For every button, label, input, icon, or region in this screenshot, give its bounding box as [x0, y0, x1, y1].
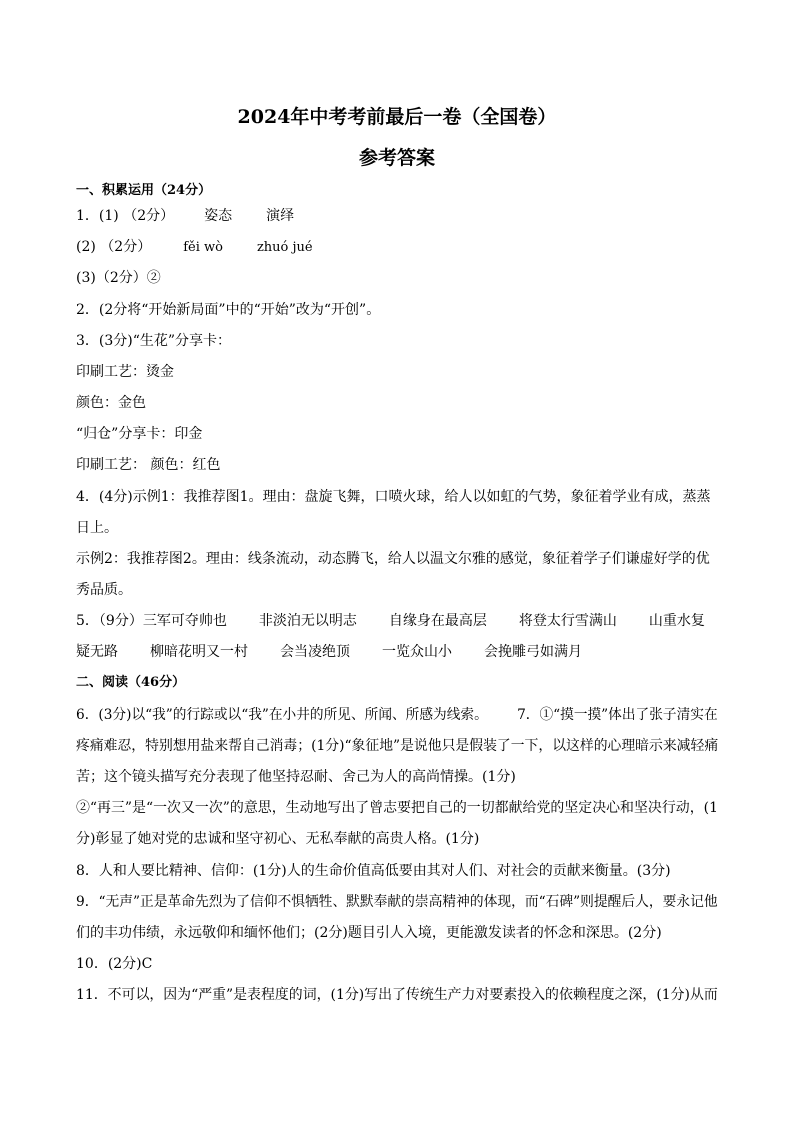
answer-4-line-2: 日上。: [76, 520, 118, 536]
poem-line: 非淡泊无以明志: [258, 613, 357, 629]
answer-5-line-2: [76, 642, 582, 662]
section-heading-2: 二、阅读（46分）: [76, 675, 186, 690]
page-subtitle: 参考答案: [358, 147, 435, 169]
answer-1-1: [76, 206, 294, 226]
answer-3-line-2: 印刷工艺：烫金: [76, 364, 174, 380]
answer-11: 11．不可以，因为“严重”是表程度的词，(1分)写出了传统生产力对要素投入的依赖程度之深，(1分)从而: [76, 987, 718, 1003]
poem-line: 疑无路: [76, 644, 118, 660]
poem-line: 山重水复: [648, 613, 705, 629]
poem-line: 三军可夺帅也: [142, 613, 227, 629]
pinyin: zhuó jué: [256, 240, 313, 255]
answer-label: 1．(1) （2分）: [76, 208, 175, 224]
answer-7-line-5: 分)彰显了她对党的忠诚和坚守初心、无私奉献的高贵人格。(1分): [76, 831, 480, 847]
poem-line: 一览众山小: [382, 644, 452, 660]
answer-label: (2) （2分）: [76, 239, 152, 255]
answer-6-7-line-1: [76, 705, 718, 725]
answer-4-line-3: 示例2：我推荐图2。理由：线条流动，动态腾飞，给人以温文尔雅的感觉，象征着学子们谦虚好学的优: [76, 551, 710, 567]
answer-word: 演绎: [266, 208, 295, 224]
answer-7-start: 7．①“摸一摸”体出了张子清实在: [517, 707, 718, 723]
answer-1-2: [76, 237, 313, 258]
poem-line: 柳暗花明又一村: [150, 644, 248, 660]
pinyin: fěi wò: [183, 240, 223, 255]
answer-7-line-3: 苦；这个镜头描写充分表现了他坚持忍耐、舍己为人的高尚情操。(1分): [76, 769, 516, 785]
answer-6: 6．(3分)以“我”的行踪或以“我”在小井的所见、所闻、所感为线索。: [76, 707, 488, 723]
answer-3-line-5: 印刷工艺： 颜色：红色: [76, 457, 221, 473]
answer-8: 8．人和人要比精神、信仰：(1分)人的生命价值高低要由其对人们、对社会的贡献来衡量。(3分): [76, 863, 671, 879]
answer-9-line-1: 9．“无声”正是革命先烈为了信仰不惧牺牲、默默奉献的崇高精神的体现，而“石碑”则提醒后人，要永记他: [76, 894, 718, 910]
answer-3-line-4: “归仓”分享卡：印金: [76, 426, 203, 442]
answer-word: 姿态: [204, 208, 233, 224]
page-title: 2024年中考考前最后一卷（全国卷）: [237, 106, 557, 128]
answer-2: 2．(2分将“开始新局面”中的“开始”改为“开创”。: [76, 302, 381, 318]
answer-1-3: (3)（2分）②: [76, 270, 161, 286]
answer-3-line-3: 颜色：金色: [76, 395, 146, 411]
answer-7-line-4: ②“再三”是“一次又一次”的意思，生动地写出了曾志要把自己的一切都献给党的坚定决心和坚决行动，(1: [76, 800, 718, 816]
poem-line: 会挽雕弓如满月: [484, 644, 582, 660]
answer-label: 5．（9分）: [76, 613, 143, 629]
answer-7-line-2: 疼痛难忍，特别想用盐来帮自己消毒；(1分)“象征地”是说他只是假装了一下，以这样的心理暗示来减轻痛: [76, 738, 719, 754]
poem-line: 会当凌绝顶: [280, 644, 350, 660]
answer-9-line-2: 们的丰功伟绩，永远敬仰和缅怀他们；(2分)题目引人入境，更能激发读者的怀念和深思。(2分): [76, 925, 662, 941]
section-heading-1: 一、积累运用（24分）: [76, 183, 212, 198]
answer-4-line-1: 4．(4分)示例1：我推荐图1。理由：盘旋飞舞，口喷火球，给人以如虹的气势，象征着学业有成，蒸蒸: [76, 489, 711, 505]
answer-4-line-4: 秀品质。: [76, 582, 132, 598]
answer-10: 10．(2分)C: [76, 956, 153, 972]
answer-3-line-1: 3．(3分)“生花”分享卡：: [76, 333, 232, 349]
answer-5-line-1: [76, 611, 705, 631]
poem-line: 自缘身在最高层: [388, 613, 487, 629]
poem-line: 将登太行雪满山: [518, 613, 617, 629]
